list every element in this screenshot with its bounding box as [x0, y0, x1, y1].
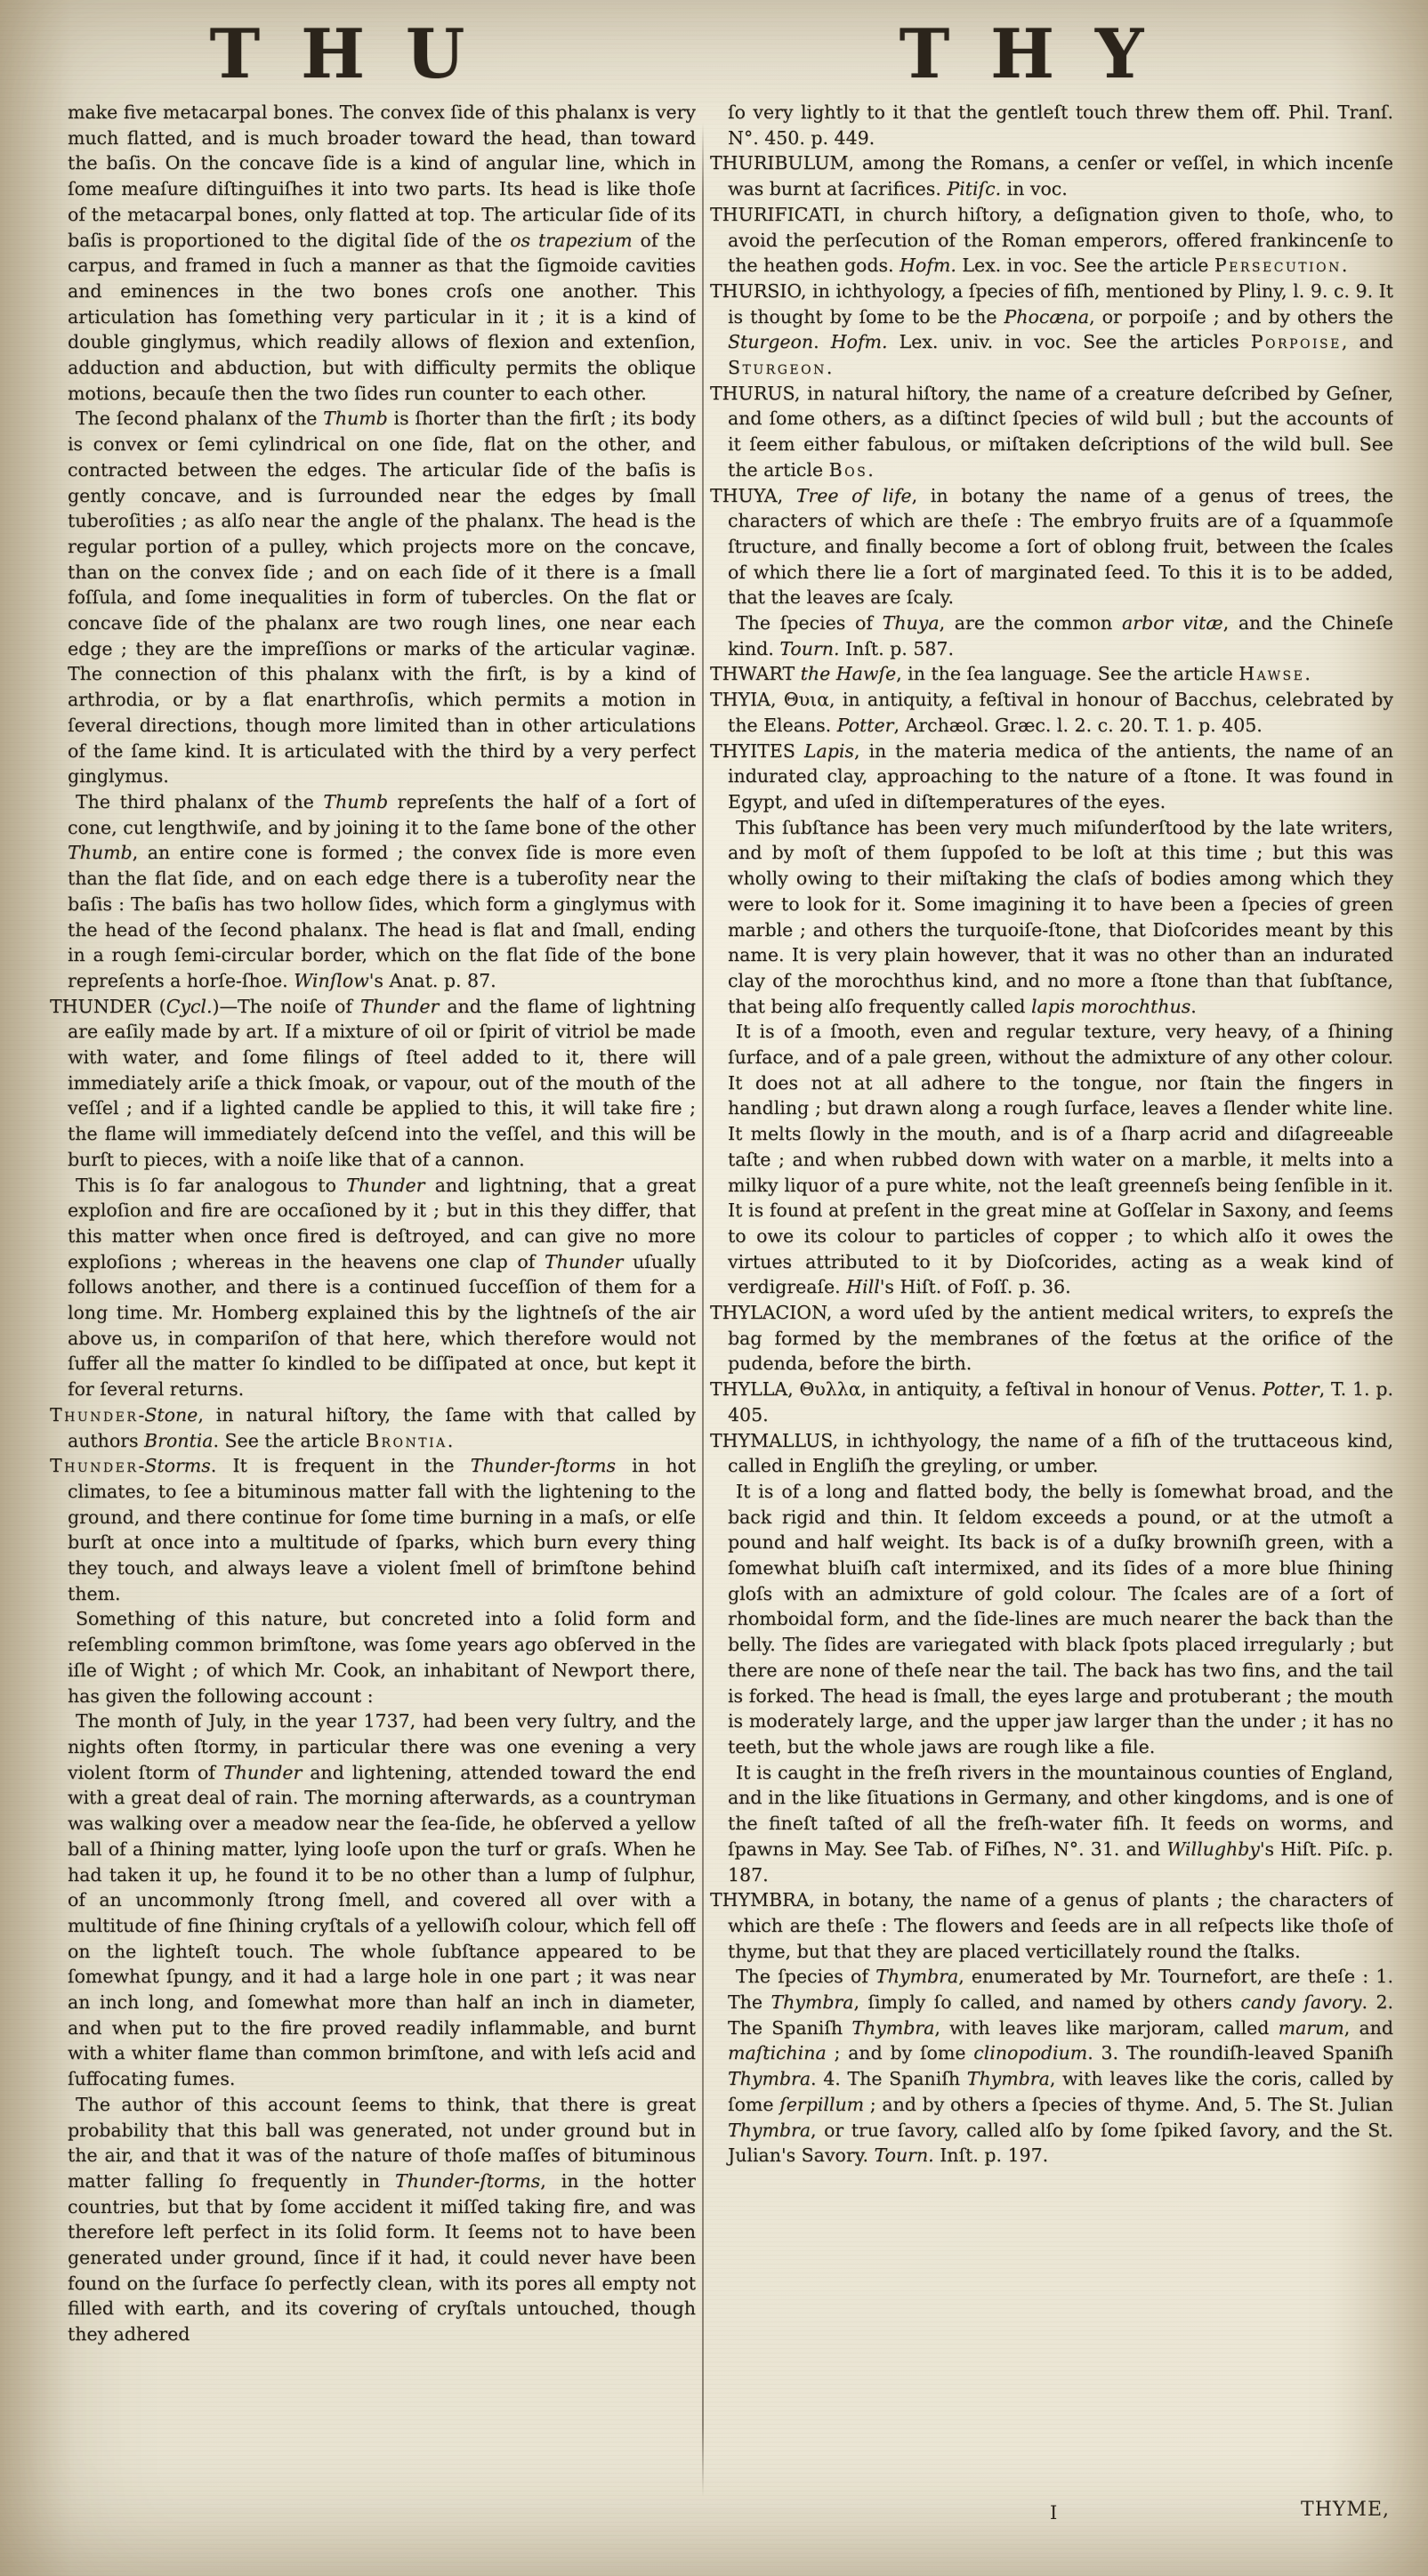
- text-run: Hill: [846, 1276, 880, 1298]
- column-divider-rule: [702, 123, 704, 2497]
- text-run: The third phalanx of the: [76, 790, 324, 812]
- text-run: Thunder-ſtorms: [470, 1455, 616, 1477]
- text-run: The author of this account ſeems to think, that there is great probability that this ball was generated, not under ground but in the air, and that it was of the nature of thoſe maſſes of bituminous matter falling ſo frequently in: [68, 2093, 696, 2192]
- text-run: THURIBULUM, among the Romans, a cenſer or veſſel, in which incenſe was burnt at ſacrifices.: [710, 152, 1393, 200]
- text-run: , in the hotter countries, but that by ſome accident it miſſed taking fire, and was therefore left perfect in its ſolid form. It ſeems not to have been generated under ground, ſince if it had, it could never have been found on the ſurface ſo perfectly clean, with its pores all empty not filled with earth, and its covering of cryſtals untouched, though they adhered: [68, 2169, 696, 2346]
- entry-thyia: [710, 687, 1393, 738]
- text-run: Thunder: [545, 1250, 624, 1272]
- continuation-crystals: [728, 100, 1393, 150]
- text-run: Tourn.: [779, 637, 840, 659]
- text-run: is ſhorter than the firſt ; its body is convex or ſemi cylindrical on one ſide, flat on the other, and contracted between the edges. The articular ſide of the baſis is gently concave, and is ſurrounded near the edges by ſmall tuberoſities ; as alſo near the angle of the phalanx. The head is the regular portion of a pulley, which projects more on the concave, than on the convex ſide ; and on each ſide of it there is a ſmall foſſula, and ſome inequalities in form of tubercles. On the flat or concave ſide of the phalanx are two rough lines, one near each edge ; they are the impreſſions or marks of the articular vaginæ. The connection of this phalanx with the firſt, is by a kind of arthrodia, or by a flat enarthroſis, which permits a motion in ſeveral directions, though more limited than in other articulations of the ſame kind. It is articulated with the third by a very perfect ginglymus.: [68, 408, 696, 787]
- text-run: Thymbra: [966, 2068, 1050, 2090]
- continuation-thumb-phalanx: [68, 100, 696, 406]
- text-run: Sturgeon: [728, 331, 814, 353]
- text-run: .: [1190, 995, 1197, 1017]
- text-run: THYMALLUS, in ichthyology, the name of a fiſh of the truttaceous kind, called in Engliſh the greyling, or umber.: [710, 1429, 1393, 1477]
- text-run: Cycl.: [165, 995, 213, 1017]
- text-run: Thuya: [882, 612, 940, 634]
- paragraph-author-conclusion: [68, 2092, 696, 2347]
- text-run: Thumb: [323, 790, 389, 812]
- text-run: ; and by others a ſpecies of thyme. And, 5. The St. Julian: [864, 2093, 1393, 2115]
- text-run: , in natural hiſtory, the ſame with that called by authors: [68, 1403, 696, 1451]
- text-run: 's Hiſt. of Foſſ. p. 36.: [879, 1276, 1071, 1298]
- catchword: THYME,: [1301, 2499, 1390, 2521]
- text-run: , with leaves like marjoram, called: [934, 2016, 1279, 2039]
- right-text-column: [710, 100, 1393, 2507]
- paragraph-isle-of-wight: [68, 1606, 696, 1708]
- text-run: lapis morochthus: [1030, 995, 1191, 1017]
- text-run: and lightning, that a great exploſion and fire are occaſioned by it ; but in this they differ, that this matter when once fired is deſtroyed, and can give no more exploſions ; whereas in the heavens one clap of: [68, 1174, 696, 1272]
- text-run: , in botany the name of a genus of trees, the characters of which are theſe : The embryo fruits are of a ſquammoſe ſtructure, and finally become a ſort of oblong fruit, between the ſcales of which there lie a ſort of marginated ſeed. To this it is to be added, that the leaves are ſcaly.: [728, 484, 1393, 609]
- text-run: , in the materia medica of the antients, the name of an indurated clay, approaching to the nature of a ſtone. It was found in Egypt, and uſed in diſtemperatures of the eyes.: [728, 739, 1393, 812]
- signature-mark: I: [1050, 2502, 1058, 2524]
- paragraph-thyites-history: [728, 815, 1393, 1020]
- running-head-right: THY: [899, 14, 1185, 93]
- paragraph-thunder-analogy: [68, 1173, 696, 1402]
- text-run: , an entire cone is formed ; the convex ſide is more even than the flat ſide, and on each edge there is a tuberoſity near the baſis : The baſis has two hollow ſides, which form a ginglymus with the head of the ſecond phalanx. The head is flat and ſmall, ending in a rough ſemi-circular border, which on the flat ſide of the bone repreſents a horſe-ſhoe.: [68, 842, 696, 991]
- text-run: Thymbra: [770, 1991, 854, 2014]
- text-run: arbor vitæ: [1121, 612, 1223, 634]
- text-run: Winſlow: [294, 969, 369, 991]
- text-run: of the carpus, and framed in ſuch a manner as that the ſigmoide cavities and eminences in the two bones croſs one another. This articulation has ſomething very particular in it ; it is a kind of double ginglymus, which readily allows of flexion and extenſion, adduction and abduction, but with difficulty permits the oblique motions, becauſe then the two ſides run counter to each other.: [68, 229, 696, 404]
- text-run: Pitiſc.: [947, 178, 1002, 200]
- entry-thyites: [710, 739, 1393, 815]
- text-run: . See the article: [213, 1429, 366, 1451]
- text-run: .: [447, 1429, 454, 1451]
- text-run: maſtichina: [728, 2042, 827, 2064]
- running-head-left: THU: [209, 14, 506, 93]
- text-run: , in the ſea language. See the article: [896, 663, 1239, 685]
- text-run: . 2. The Spaniſh: [728, 1991, 1393, 2039]
- entry-thurus: [710, 381, 1393, 483]
- text-run: Thunder: [50, 1403, 139, 1425]
- entry-thwart: [710, 661, 1393, 687]
- entry-thurificati: [710, 202, 1393, 279]
- left-text-column: [50, 100, 696, 2507]
- text-run: Stone: [144, 1403, 198, 1425]
- text-run: THUYA,: [710, 484, 796, 506]
- text-run: -: [138, 1455, 145, 1477]
- text-run: Hofm.: [900, 254, 956, 277]
- text-run: It is of a long and flatted body, the belly is ſomewhat broad, and the back rigid and thin. It ſeldom exceeds a pound, or at the utmoſt a pound and half weight. Its back is of a duſky browniſh green, with a ſomewhat bluiſh caſt intermixed, and its ſides of a more blue ſhining gloſs with an admixture of gold colour. The ſcales are of a ſort of rhomboidal form, and the ſide-lines are much nearer the back than the belly. The ſides are variegated with black ſpots placed irregularly ; but there are none of theſe near the tail. The back has two fins, and the tail is forked. The head is ſmall, the eyes large and protuberant ; the mouth is moderately large, and the upper jaw larger than the under ; it has no teeth, but the whole jaws are rough like a file.: [728, 1480, 1393, 1757]
- text-run: Thunder-ſtorms: [395, 2169, 541, 2192]
- text-run: , and: [1343, 2016, 1393, 2039]
- text-run: Something of this nature, but concreted into a ſolid form and reſembling common brimſtone, was ſome years ago obſerved in the iſle of Wight ; of which Mr. Cook, an inhabitant of Newport there, has given the following account :: [68, 1608, 696, 1707]
- text-run: Sturgeon: [728, 357, 827, 379]
- text-run: Brontia: [365, 1429, 448, 1451]
- text-run: clinopodium: [973, 2042, 1088, 2064]
- text-run: .: [1304, 663, 1311, 685]
- text-run: The ſpecies of: [736, 1966, 876, 1988]
- text-run: Inſt. p. 197.: [933, 2144, 1049, 2167]
- text-run: , T. 1. p. 405.: [728, 1378, 1393, 1425]
- text-run: Thymbra: [875, 1966, 959, 1988]
- text-run: .: [826, 357, 833, 379]
- text-run: Phocæna: [1004, 305, 1090, 327]
- text-run: . 4. The Spaniſh: [811, 2068, 967, 2090]
- text-run: Hawse: [1238, 663, 1305, 685]
- text-run: in hot climates, to ſee a bituminous matter fall with the lightening to the ground, and there continue for ſome time burning in a maſs, or elſe burſt at once into a multitude of ſparks, which burn every thing they touch, and always leave a violent ſmell of brimſtone behind them.: [68, 1455, 696, 1604]
- paragraph-thymallus-description: [728, 1479, 1393, 1760]
- text-run: Inſt. p. 587.: [839, 637, 954, 659]
- text-run: .: [867, 458, 874, 480]
- text-run: Hofm.: [830, 331, 888, 353]
- text-run: Thunder: [50, 1455, 139, 1477]
- entry-thymallus: [710, 1428, 1393, 1479]
- paragraph-thyites-description: [728, 1019, 1393, 1300]
- text-run: make five metacarpal bones. The convex ſide of this phalanx is very much flatted, and is much broader toward the head, than toward the baſis. On the concave ſide is a kind of angular line, which in ſome meaſure diſtinguiſhes it into two parts. Its head is like thoſe of the metacarpal bones, only flatted at top. The articular ſide of its baſis is proportioned to the digital ſide of the: [68, 101, 696, 251]
- text-run: THYMBRA, in botany, the name of a genus of plants ; the characters of which are theſe : The flowers and ſeeds are in all reſpects like thoſe of thyme, but that they are placed verticillately round the ſtalks.: [710, 1889, 1393, 1962]
- text-run: Bos: [828, 458, 868, 480]
- paragraph-third-phalanx: [68, 789, 696, 994]
- text-run: Tourn.: [874, 2144, 934, 2167]
- text-run: Brontia: [144, 1429, 214, 1451]
- text-run: Thunder: [346, 1174, 425, 1196]
- text-run: This ſubſtance has been very much miſunderſtood by the late writers, and by moſt of them ſuppoſed to be loſt at this time ; but this was wholly owing to their miſtaking the claſs of bodies among which they were to look for it. Some imagining it to have been a ſpecies of green marble ; and others the turquoiſe-ſtone, that Dioſcorides meant by this name. It is very plain however, that it was no other than an indurated clay of the morochthus kind, and no more a ſtone than that ſubſtance, that being alſo frequently called: [728, 816, 1393, 1017]
- text-run: Thunder: [222, 1761, 303, 1783]
- text-run: THYIA, Θυια, in antiquity, a feſtival in honour of Bacchus, celebrated by the Eleans.: [710, 689, 1393, 736]
- text-run: , ſimply ſo called, and named by others: [853, 1991, 1241, 2014]
- text-run: 's Hiſt. Piſc. p. 187.: [728, 1837, 1393, 1886]
- text-run: Potter: [836, 714, 894, 736]
- entry-thursio: [710, 279, 1393, 381]
- text-run: , and: [1341, 331, 1393, 353]
- paragraph-cook-account: [68, 1708, 696, 2092]
- text-run: Lex. univ. in voc. See the articles: [887, 331, 1251, 353]
- entry-thuya: [710, 483, 1393, 611]
- text-run: Thymbra: [851, 2016, 935, 2039]
- text-run: Storms: [144, 1455, 211, 1477]
- paragraph-second-phalanx: [68, 406, 696, 789]
- text-run: , or true ſavory, called alſo by ſome ſpiked ſavory, and the St. Julian's Savory.: [728, 2119, 1393, 2167]
- text-run: the Hawſe: [800, 663, 897, 685]
- text-run: Lapis: [803, 739, 854, 762]
- text-run: THYITES: [710, 739, 804, 762]
- text-run: The month of July, in the year 1737, had been very ſultry, and the nights often ſtormy, in particular there was one evening a very violent ſtorm of: [68, 1710, 696, 1783]
- text-run: ſerpillum: [779, 2093, 865, 2115]
- text-run: Porpoise: [1250, 331, 1342, 353]
- text-run: It is caught in the freſh rivers in the mountainous counties of England, and in the like ſituations in Germany, and other kingdoms, and is one of the fineſt taſted of all the freſh-water fiſh. It feeds on worms, and ſpawns in May. See Tab. of Fiſhes, N°. 31. and: [728, 1761, 1393, 1860]
- text-run: ; and by ſome: [826, 2042, 974, 2064]
- text-run: Thumb: [323, 408, 388, 430]
- text-run: .: [1341, 254, 1348, 277]
- text-run: THURIFICATI, in church hiſtory, a deſignation given to thoſe, who, to avoid the perſecution of the Roman emperors, offered frankincenſe to the heathen gods.: [710, 203, 1393, 277]
- text-run: THURUS, in natural hiſtory, the name of a creature deſcribed by Geſner, and ſome others, as a diſtinct ſpecies of wild bull ; but the accounts of it ſeem either fabulous, or miſtaken deſcriptions of the wild bull. See the article: [710, 382, 1393, 480]
- text-run: and the flame of lightning are eaſily made by art. If a mixture of oil or ſpirit of vitriol be made with water, and ſome filings of ſteel added to it, there will immediately ariſe a thick ſmoak, or vapour, out of the mouth of the veſſel ; and if a lighted candle be applied to this, it will take fire ; the flame will immediately deſcend into the veſſel, and this will be burſt to pieces, with a noiſe like that of a cannon.: [68, 995, 696, 1170]
- text-run: , or porpoiſe ; and by others the: [1089, 305, 1393, 327]
- text-run: os trapezium: [510, 229, 633, 251]
- entry-thylla: [710, 1377, 1393, 1427]
- text-run: .: [813, 331, 831, 353]
- text-run: , with leaves like the coris, called by ſome: [728, 2068, 1393, 2115]
- paragraph-thymallus-habitat: [728, 1760, 1393, 1888]
- text-run: . 3. The roundiſh-leaved Spaniſh: [1087, 2042, 1393, 2064]
- text-run: Thunder: [360, 995, 440, 1017]
- text-run: repreſents the half of a ſort of cone, cut lengthwiſe, and by joining it to the ſame bone of the other: [68, 790, 696, 838]
- text-run: marum: [1278, 2016, 1344, 2039]
- text-run: -: [138, 1403, 145, 1425]
- text-run: uſually follows another, and there is a continued ſucceſſion of them for a long time. Mr. Homberg explained this by the lightneſs of the air above us, in compariſon of that here, which therefore would not ſuffer all the matter ſo kindled to be diſſipated at once, but kept it for ſeveral returns.: [68, 1250, 696, 1401]
- text-run: Thymbra: [728, 2068, 811, 2090]
- text-run: The ſecond phalanx of the: [76, 408, 324, 430]
- text-run: , Archæol. Græc. l. 2. c. 20. T. 1. p. 405.: [893, 714, 1263, 736]
- text-run: This is ſo far analogous to: [76, 1174, 347, 1196]
- text-run: )—The noiſe of: [212, 995, 360, 1017]
- paragraph-thymbra-species: [728, 1964, 1393, 2168]
- entry-thunder-storms: [50, 1453, 696, 1606]
- text-run: THWART: [710, 663, 801, 685]
- text-run: Willughby: [1166, 1837, 1260, 1860]
- text-run: , are the common: [939, 612, 1122, 634]
- text-run: candy ſavory: [1240, 1991, 1362, 2014]
- text-run: It is of a ſmooth, even and regular texture, very heavy, of a ſhining ſurface, and of a pale green, without the admixture of any other colour. It does not at all adhere to the tongue, nor ſtain the fingers in handling ; but drawn along a rough ſurface, leaves a ſlender white line. It melts ſlowly in the mouth, and is of a ſharp acrid and diſagreeable taſte ; and when rubbed down with water on a marble, it melts into a milky liquor of a pure white, not the leaſt greenneſs being ſenſible in it. It is found at preſent in the great mine at Goſſelar in Saxony, and ſeems to owe its colour to particles of copper ; to which alſo it owes the virtues attributed to it by Dioſcorides, acting as a weak kind of verdigreaſe.: [728, 1021, 1393, 1298]
- text-run: The ſpecies of: [736, 612, 883, 634]
- text-run: THYLLA, Θυλλα, in antiquity, a feſtival in honour of Venus.: [710, 1378, 1263, 1401]
- entry-thunder: [50, 994, 696, 1173]
- text-run: Thymbra: [728, 2119, 811, 2141]
- text-run: Persecution: [1214, 254, 1342, 277]
- paragraph-thuya-species: [728, 610, 1393, 661]
- text-run: THUNDER (: [50, 995, 166, 1017]
- text-run: . It is frequent in the: [210, 1455, 471, 1477]
- text-run: Potter: [1262, 1378, 1319, 1401]
- text-run: and lightening, attended toward the end with a great deal of rain. The morning afterwards, as a countryman was walking over a meadow near the ſea-ſide, he obſerved a yellow ball of a ſhining matter, lying looſe upon the turf or graſs. When he had taken it up, he found it to be no other than a lump of ſulphur, of an uncommonly ſtrong ſmell, and covered all over with a multitude of fine ſhining cryſtals of a yellowiſh colour, which fell off on the lighteſt touch. The whole ſubſtance appeared to be ſomewhat ſpungy, and it had a large hole in one part ; it was near an inch long, and ſomewhat more than half an inch in diameter, and when put to the fire proved readily inflammable, and burnt with a whiter flame than common brimſtone, and with leſs acid and ſuffocating fumes.: [68, 1761, 696, 2090]
- text-run: THURSIO, in ichthyology, a ſpecies of fiſh, mentioned by Pliny, l. 9. c. 9. It is thought by ſome to be the: [710, 279, 1393, 327]
- text-run: in voc.: [1001, 178, 1068, 200]
- text-run: , and the Chineſe kind.: [728, 612, 1393, 659]
- text-run: Lex. in voc. See the article: [956, 254, 1214, 277]
- text-run: Thumb: [68, 842, 133, 864]
- entry-thymbra: [710, 1887, 1393, 1964]
- text-run: Tree of life: [795, 484, 912, 506]
- entry-thunder-stone: [50, 1402, 696, 1453]
- text-run: 's Anat. p. 87.: [368, 969, 496, 991]
- entry-thylacion: [710, 1300, 1393, 1377]
- text-run: THYLACION, a word uſed by the antient medical writers, to expreſs the bag formed by the membranes of the fœtus at the orifice of the pudenda, before the birth.: [710, 1302, 1393, 1375]
- text-run: ſo very lightly to it that the gentleſt touch threw them off. Phil. Tranſ. N°. 450. p. 449.: [728, 101, 1393, 149]
- text-run: , enumerated by Mr. Tournefort, are theſe : 1. The: [728, 1966, 1393, 2014]
- entry-thuribulum: [710, 150, 1393, 201]
